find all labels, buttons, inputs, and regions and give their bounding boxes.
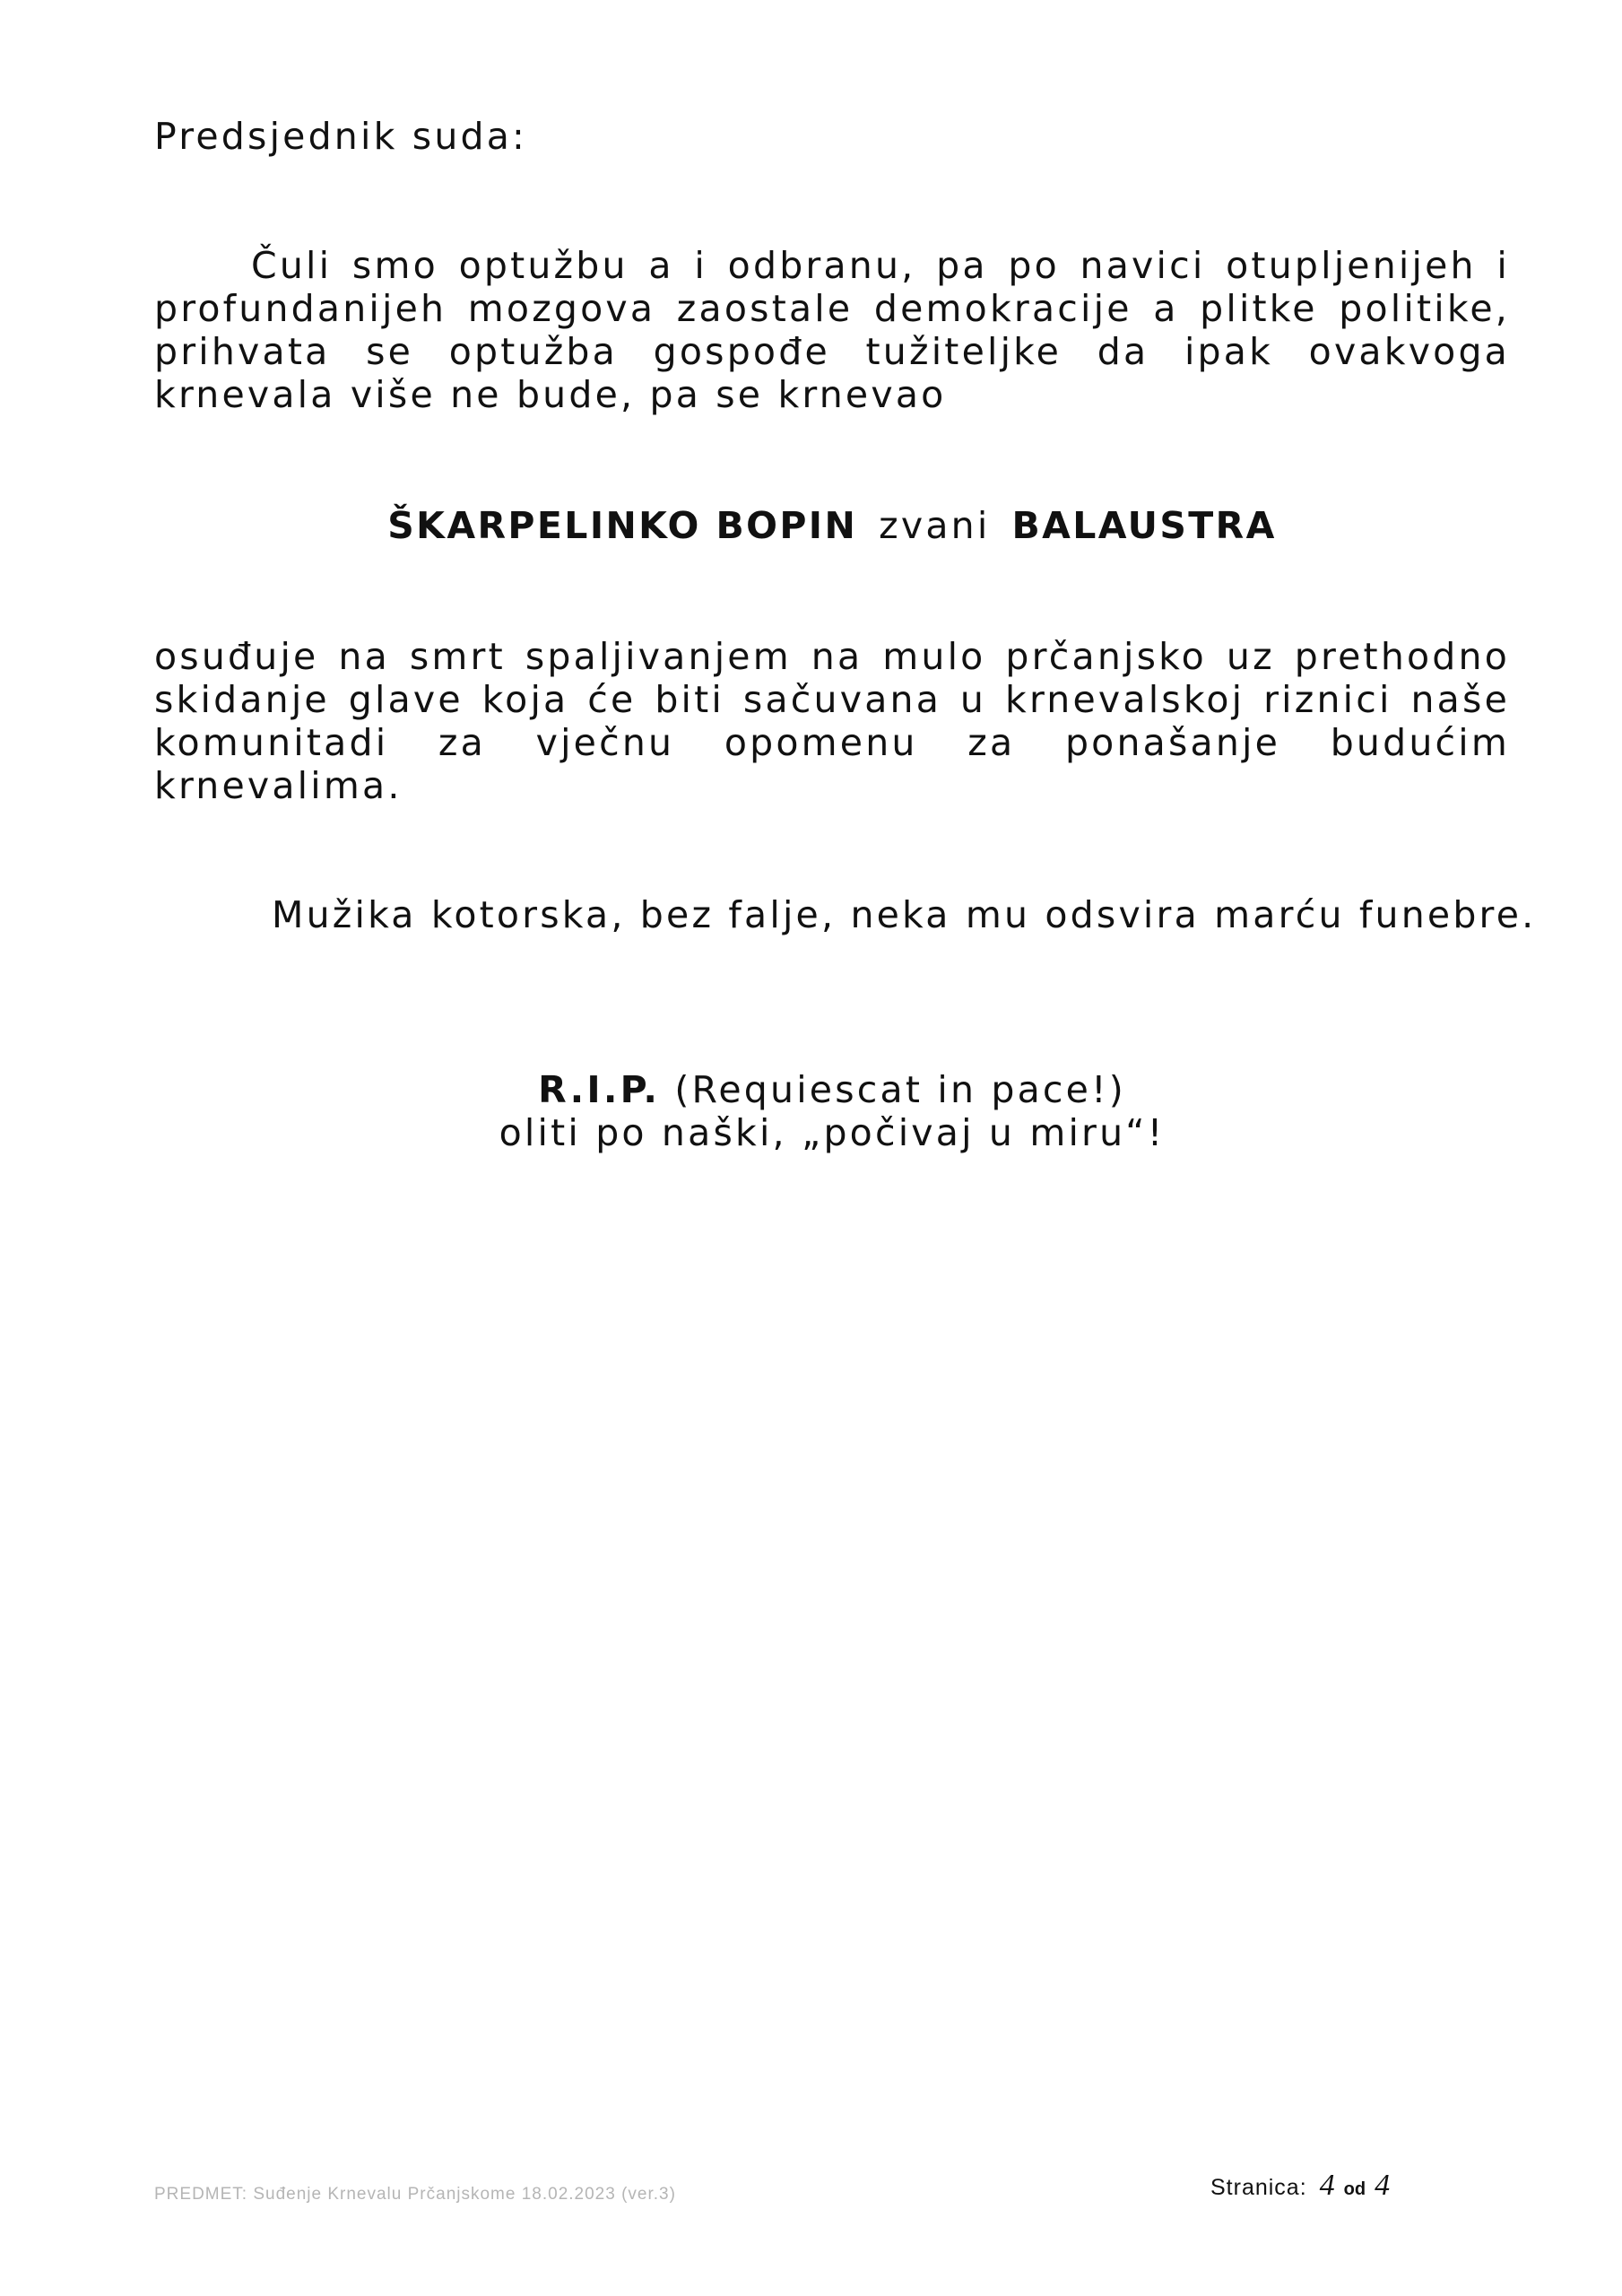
greeting: Predsjednik suda: <box>154 115 528 158</box>
defendant-name-line <box>154 504 1510 547</box>
rip-line-1 <box>154 1068 1510 1111</box>
defendant-nickname: BALAUSTRA <box>1011 504 1277 547</box>
page-current: 4 <box>1319 2169 1335 2202</box>
paragraph-verdict-intro-text: Čuli smo optužbu a i odbranu, pa po navici otupljenijeh i profundanijeh mozgova zaostale demokracije a plitke politike, prihvata se optužba gospođe tužiteljke da ipak ovakvoga krnevala više ne bude, pa se krnevao <box>154 244 1510 416</box>
page-of: od <box>1343 2179 1366 2199</box>
rip-block <box>154 1068 1510 1154</box>
rip-latin: (Requiescat in pace!) <box>674 1068 1126 1111</box>
footer-page-number <box>1210 2169 1390 2203</box>
defendant-name: ŠKARPELINKO BOPIN <box>387 504 858 547</box>
paragraph-music: Mužika kotorska, bez falje, neka mu odsvira marću funebre. <box>272 893 1537 936</box>
paragraph-sentence: osuđuje na smrt spaljivanjem na mulo prčanjsko uz prethodno skidanje glave koja će biti sačuvana u krnevalskoj riznici naše komunitadi za vječnu opomenu za ponašanje budućim krnevalima. <box>154 635 1510 807</box>
rip-abbreviation: R.I.P. <box>538 1068 661 1111</box>
paragraph-verdict-intro <box>154 244 1510 416</box>
page-total: 4 <box>1375 2169 1391 2202</box>
rip-local: oliti po naški, „počivaj u miru“! <box>499 1111 1166 1154</box>
page-label: Stranica: <box>1210 2175 1307 2200</box>
defendant-name-connector: zvani <box>879 504 991 547</box>
footer-subject: PREDMET: Suđenje Krnevalu Prčanjskome 18.02.2023 (ver.3) <box>154 2185 676 2204</box>
